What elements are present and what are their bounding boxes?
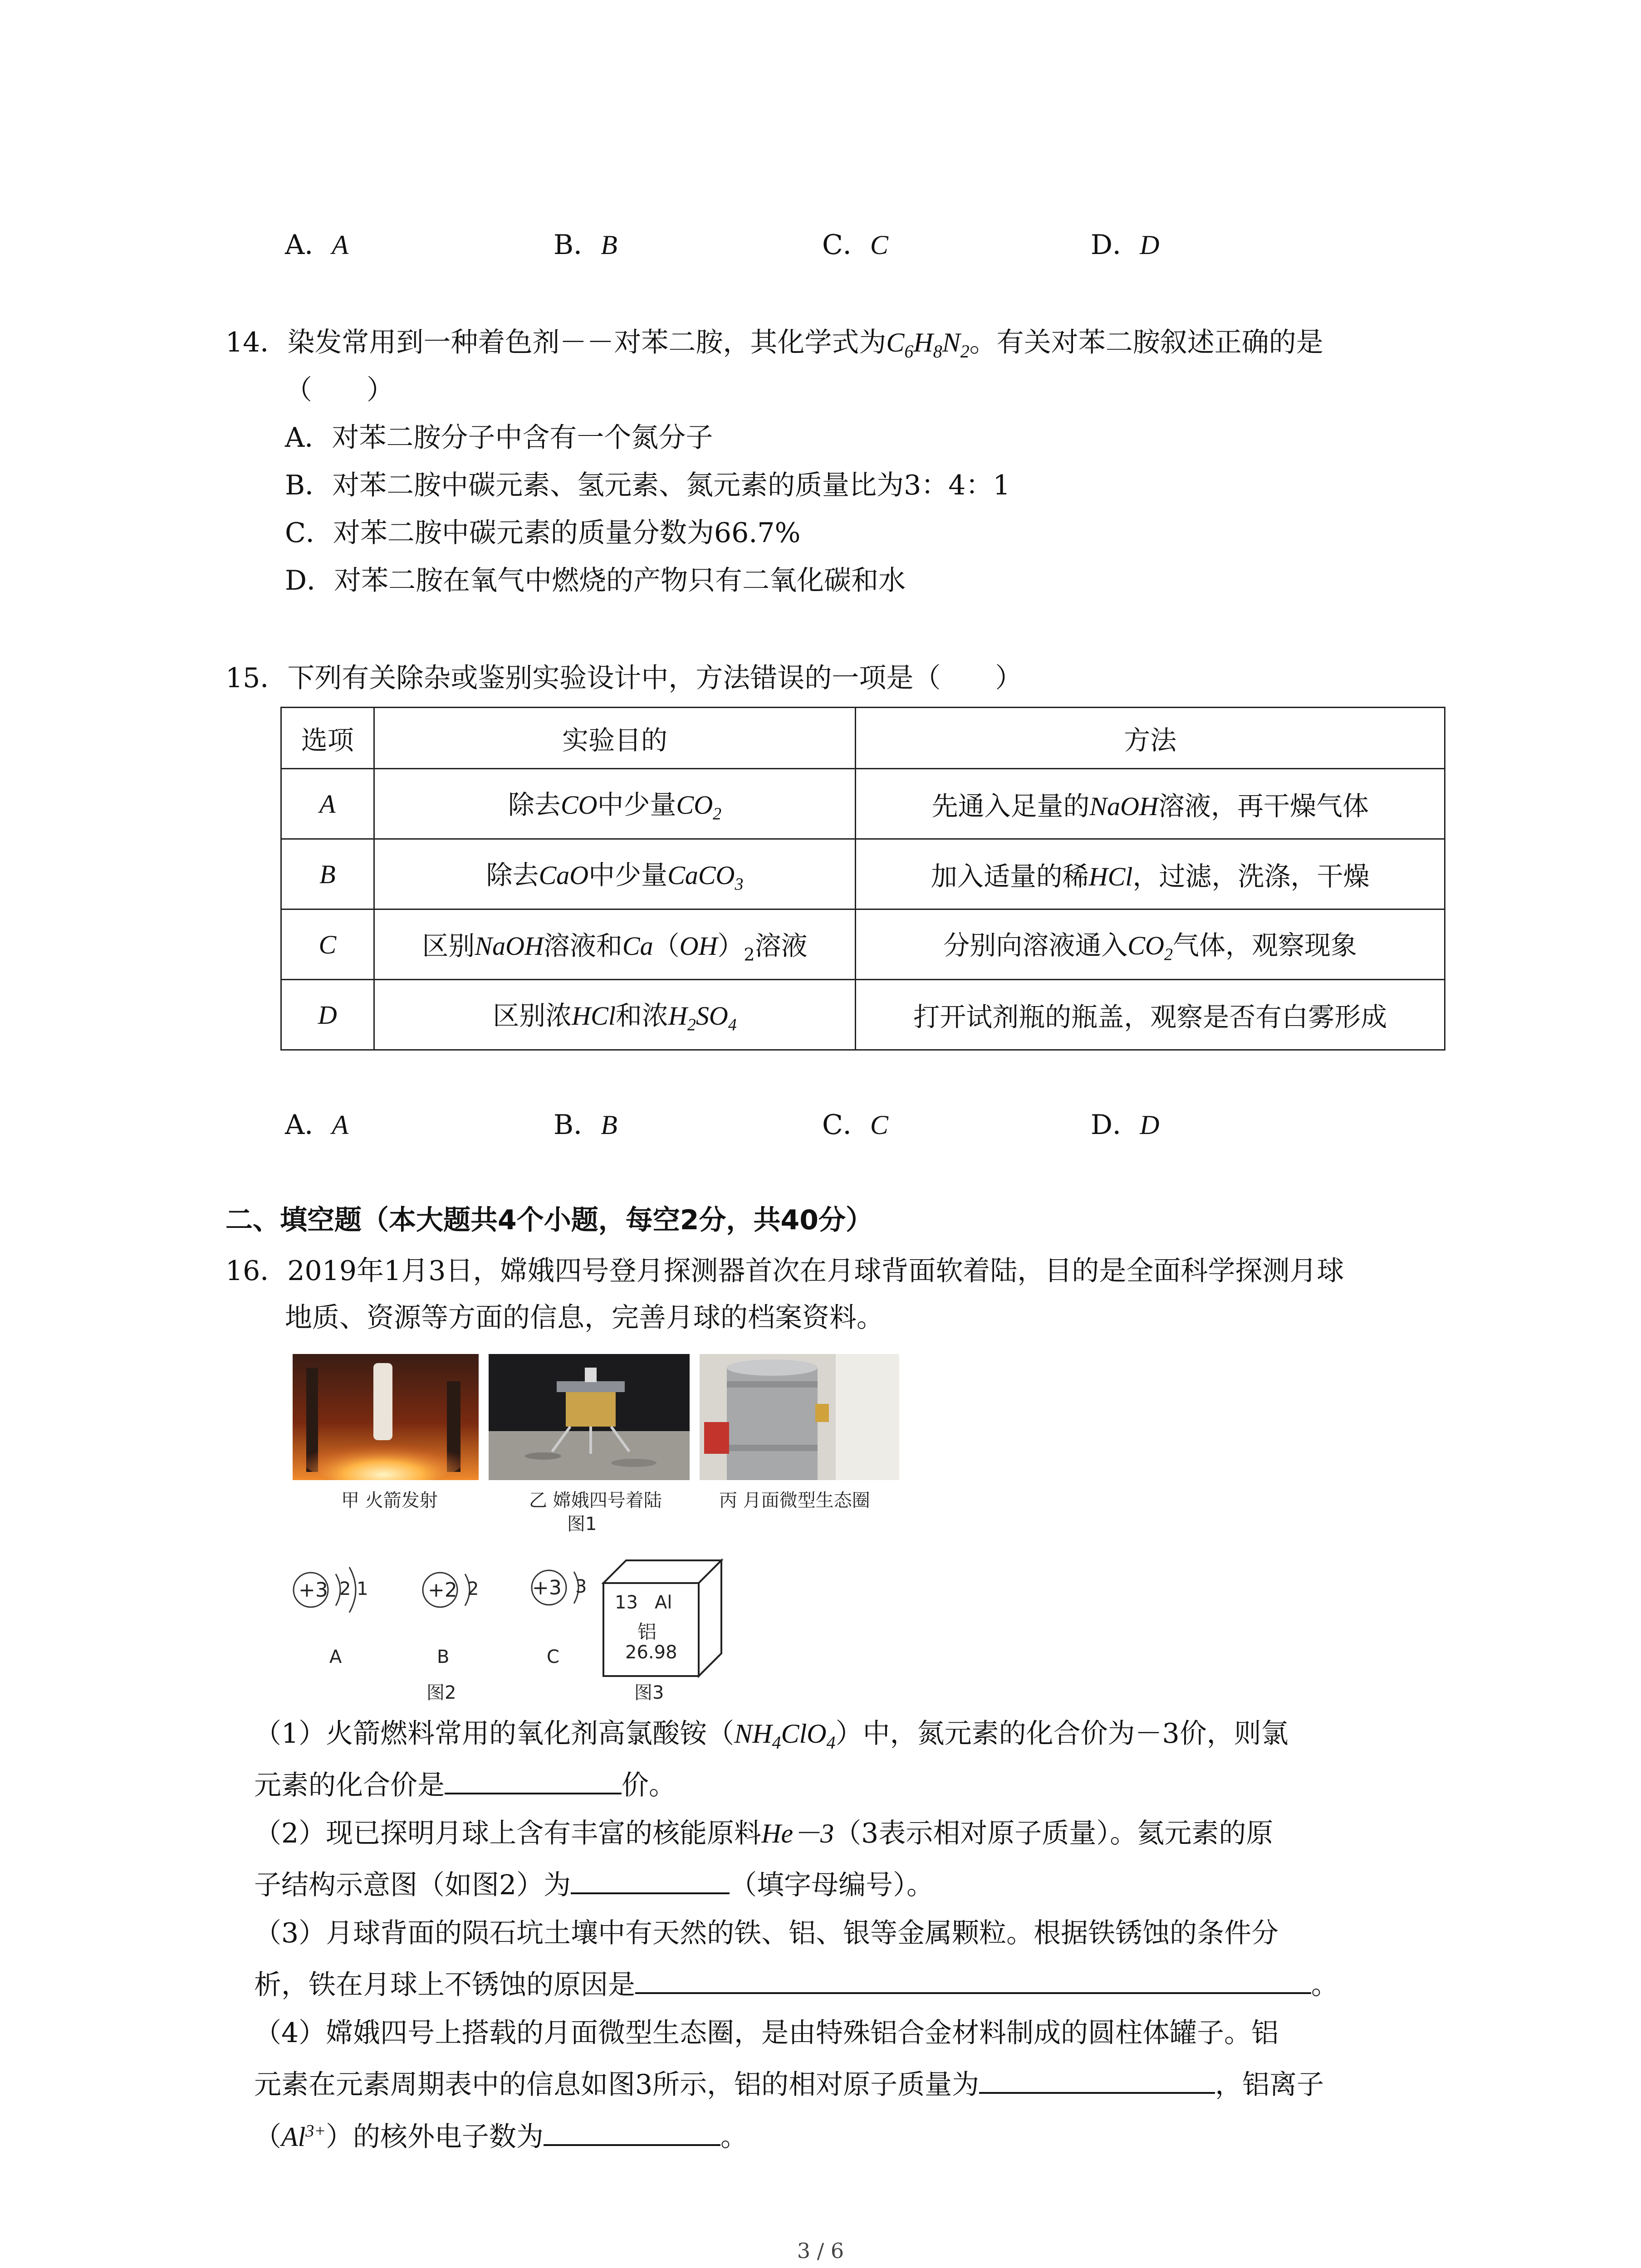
q14-option-b: B．对苯二胺中碳元素、氢元素、氮元素的质量比为3：4：1 — [285, 469, 1010, 501]
q16-part4-line1: （4）嫦娥四号上搭载的月面微型生态圈，是由特殊铝合金材料制成的圆柱体罐子。铝 — [254, 2017, 1279, 2049]
answer-blank-3[interactable] — [635, 1964, 1311, 1994]
q15-table — [280, 707, 1445, 1051]
page-number: 3 / 6 — [797, 2239, 844, 2263]
atom-c-nucleus: +3 — [532, 1576, 562, 1599]
element-name: 铝 — [637, 1621, 657, 1643]
q16-part2-line1: （2）现已探明月球上含有丰富的核能原料He－3（3表示相对原子质量）。氦元素的原 — [254, 1818, 1274, 1849]
table-row — [281, 769, 1445, 839]
answer-blank-4[interactable] — [979, 2064, 1215, 2094]
element-symbol: Al — [655, 1592, 672, 1613]
fig1-label: 图1 — [567, 1514, 597, 1535]
q16-part4-line2: 元素在元素周期表中的信息如图3所示，铝的相对原子质量为 ，铝离子 — [254, 2064, 1324, 2103]
q14-option-d: D．对苯二胺在氧气中燃烧的产物只有二氧化碳和水 — [285, 565, 906, 596]
q14-option-a: A．对苯二胺分子中含有一个氮分子 — [285, 422, 713, 454]
q16-line2: 地质、资源等方面的信息，完善月球的档案资料。 — [285, 1302, 884, 1334]
atom-a-shells: 2 1 — [339, 1579, 368, 1599]
header-goal: 实验目的 — [374, 708, 856, 769]
lander-photo — [489, 1354, 690, 1480]
atom-a-label: A — [329, 1647, 342, 1667]
fig3-label: 图3 — [634, 1682, 664, 1703]
answer-blank-5[interactable] — [544, 2116, 720, 2146]
element-number: 13 — [615, 1592, 638, 1613]
table-row — [281, 839, 1445, 909]
row-method: 分别向溶液通入$CO_2$气体，观察现象 — [856, 909, 1445, 980]
table-header-row — [281, 708, 1445, 769]
atom-b-label: B — [437, 1647, 450, 1667]
answer-blank-2[interactable] — [571, 1864, 730, 1894]
row-goal: 区别NaOH溶液和$Ca(OH)_2$溶液 — [374, 909, 856, 980]
header-method: 方法 — [856, 708, 1445, 769]
fig1-caption-a: 甲 火箭发射 — [341, 1490, 438, 1511]
q15-option-b: B．B — [554, 1109, 617, 1141]
fig1-caption-b: 乙 嫦娥四号着陆 — [529, 1490, 662, 1511]
q14-paren: （ ） — [285, 374, 394, 406]
q16-part3-line1: （3）月球背面的陨石坑土壤中有天然的铁、铝、银等金属颗粒。根据铁锈蚀的条件分 — [254, 1917, 1279, 1949]
q16-part1-line1: （1）火箭燃料常用的氧化剂高氯酸铵$(NH_4ClO_4)$中，氮元素的化合价为－3价，则氯 — [254, 1718, 1288, 1753]
row-goal: 除去CO中少量$CO_2$ — [374, 769, 856, 839]
fig1-caption-c: 丙 月面微型生态圈 — [719, 1490, 870, 1511]
row-goal: 区别浓HCl和浓$H_2SO_4$ — [374, 980, 856, 1050]
q14-option-c: C．对苯二胺中碳元素的质量分数为66.7% — [285, 517, 801, 549]
eco-sphere-photo — [700, 1354, 899, 1480]
fig2-label: 图2 — [426, 1682, 456, 1703]
section-heading: 二、填空题（本大题共4个小题，每空2分，共40分） — [225, 1204, 873, 1236]
q15-stem: 15．下列有关除杂或鉴别实验设计中，方法错误的一项是（ ） — [225, 662, 1023, 694]
element-mass: 26.98 — [625, 1642, 677, 1663]
row-option: B — [281, 839, 374, 909]
atom-c-shells: 3 — [575, 1576, 587, 1597]
atom-a-nucleus: +3 — [299, 1579, 328, 1602]
q16-line1: 16．2019年1月3日，嫦娥四号登月探测器首次在月球背面软着陆，目的是全面科学探测月球 — [225, 1255, 1344, 1287]
q16-part3-line2: 析，铁在月球上不锈蚀的原因是 。 — [254, 1964, 1338, 2003]
q14-stem: 14．染发常用到一种着色剂－－对苯二胺，其化学式为$C_6H_8N_2$。有关对苯二胺叙述正确的是 — [225, 327, 1323, 362]
row-option: D — [281, 980, 374, 1050]
header-option: 选项 — [281, 708, 374, 769]
rocket-launch-photo — [293, 1354, 479, 1480]
atom-c-label: C — [547, 1647, 559, 1667]
answer-blank-1[interactable] — [445, 1765, 622, 1794]
q13-option-a: A．A — [285, 229, 348, 261]
q13-option-c: C．C — [822, 229, 888, 261]
table-row — [281, 980, 1445, 1050]
q13-option-b: B．B — [554, 229, 617, 261]
atom-b-nucleus: +2 — [428, 1579, 457, 1602]
q15-option-c: C．C — [822, 1109, 888, 1141]
row-option: C — [281, 909, 374, 980]
atom-b-shells: 2 — [467, 1579, 479, 1599]
q15-option-a: A．A — [285, 1109, 348, 1141]
row-goal: 除去CaO中少量CaCO$_3$ — [374, 839, 856, 909]
row-method: 加入适量的稀HCl，过滤，洗涤，干燥 — [856, 839, 1445, 909]
table-row — [281, 909, 1445, 980]
q13-option-d: D．D — [1091, 229, 1160, 261]
row-method: 先通入足量的NaOH溶液，再干燥气体 — [856, 769, 1445, 839]
row-option: A — [281, 769, 374, 839]
row-method: 打开试剂瓶的瓶盖，观察是否有白雾形成 — [856, 980, 1445, 1050]
q16-part2-line2: 子结构示意图（如图2）为 （填字母编号）。 — [254, 1864, 934, 1903]
q15-option-d: D．D — [1091, 1109, 1160, 1141]
q16-part1-line2: 元素的化合价是 价。 — [254, 1765, 676, 1804]
q16-part4-line3: $(Al^{3+})$的核外电子数为 。 — [254, 2113, 748, 2155]
